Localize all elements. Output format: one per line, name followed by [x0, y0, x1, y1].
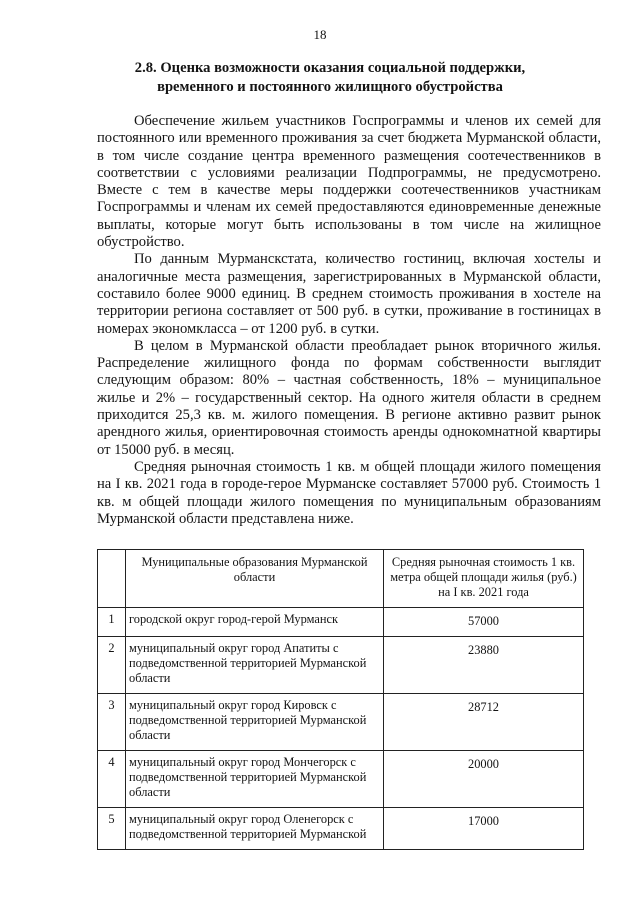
row-municipality: городской округ город-герой Мурманск	[126, 608, 384, 637]
page-number: 18	[313, 27, 327, 42]
table-row	[98, 751, 584, 808]
paragraph-housing-market: В целом в Мурманской области преобладает рынок вторичного жилья. Распределение жилищного фонда по формам собственности выглядит следующим образом: 80% – частная собственность, 18% – муниципальное жилье и 2% – государственный сектор. На одного жителя области в среднем приходится 25,3 кв. м. жилого помещения. В регионе активно развит рынок арендного жилья, ориентировочная стоимость аренды однокомнатной квартиры от 15000 руб. в месяц.	[97, 337, 601, 458]
row-municipality: муниципальный округ город Оленегорск с подведомственной территорией Мурманской	[126, 808, 384, 850]
table-row	[98, 694, 584, 751]
header-price: Средняя рыночная стоимость 1 кв. метра общей площади жилья (руб.) на I кв. 2021 года	[384, 550, 584, 608]
paragraph-housing-support: Обеспечение жильем участников Госпрограммы и членов их семей для постоянного или временного проживания за счет бюджета Мурманской области, в том числе создание центра временного размещения соотечественников в соответствии с условиями реализации Подпрограммы, не предусмотрено. Вместе с тем в качестве меры поддержки соотечественников участникам Госпрограммы и членам их семей предоставляются единовременные денежные выплаты, которые могут быть использованы в том числе на жилищное обустройство.	[97, 113, 601, 251]
row-number: 4	[98, 751, 126, 808]
row-number: 5	[98, 808, 126, 850]
row-price: 20000	[384, 751, 584, 808]
table-row	[98, 808, 584, 850]
section-heading-line-1: 2.8. Оценка возможности оказания социальной поддержки,	[134, 60, 526, 76]
header-municipality: Муниципальные образования Мурманской области	[126, 550, 384, 608]
body-text	[97, 113, 601, 528]
row-price: 57000	[384, 608, 584, 637]
paragraph-price-per-sqm: Средняя рыночная стоимость 1 кв. м общей площади жилого помещения на I кв. 2021 года в городе-герое Мурманске составляет 57000 руб. Стоимость 1 кв. м общей площади жилого помещения по муниципальным образованиям Мурманской области представлена ниже.	[97, 458, 601, 527]
row-number: 2	[98, 637, 126, 694]
housing-price-table	[97, 549, 584, 850]
table-header-row	[98, 550, 584, 608]
paragraph-hotels: По данным Мурманскстата, количество гостиниц, включая хостелы и аналогичные места размещения, зарегистрированных в Мурманской области, составило более 9000 единиц. В среднем стоимость проживания в хостеле на территории региона составляет от 500 руб. в сутки, проживание в гостиницах в номерах экономкласса – от 1200 руб. в сутки.	[97, 251, 601, 337]
row-price: 23880	[384, 637, 584, 694]
row-number: 3	[98, 694, 126, 751]
row-municipality: муниципальный округ город Кировск с подведомственной территорией Мурманской области	[126, 694, 384, 751]
row-number: 1	[98, 608, 126, 637]
row-municipality: муниципальный округ город Мончегорск с подведомственной территорией Мурманской области	[126, 751, 384, 808]
section-heading	[100, 59, 560, 97]
header-number	[98, 550, 126, 608]
table-row	[98, 608, 584, 637]
row-municipality: муниципальный округ город Апатиты с подведомственной территорией Мурманской области	[126, 637, 384, 694]
table-row	[98, 637, 584, 694]
section-heading-line-2: временного и постоянного жилищного обустройства	[157, 79, 503, 95]
row-price: 28712	[384, 694, 584, 751]
row-price: 17000	[384, 808, 584, 850]
